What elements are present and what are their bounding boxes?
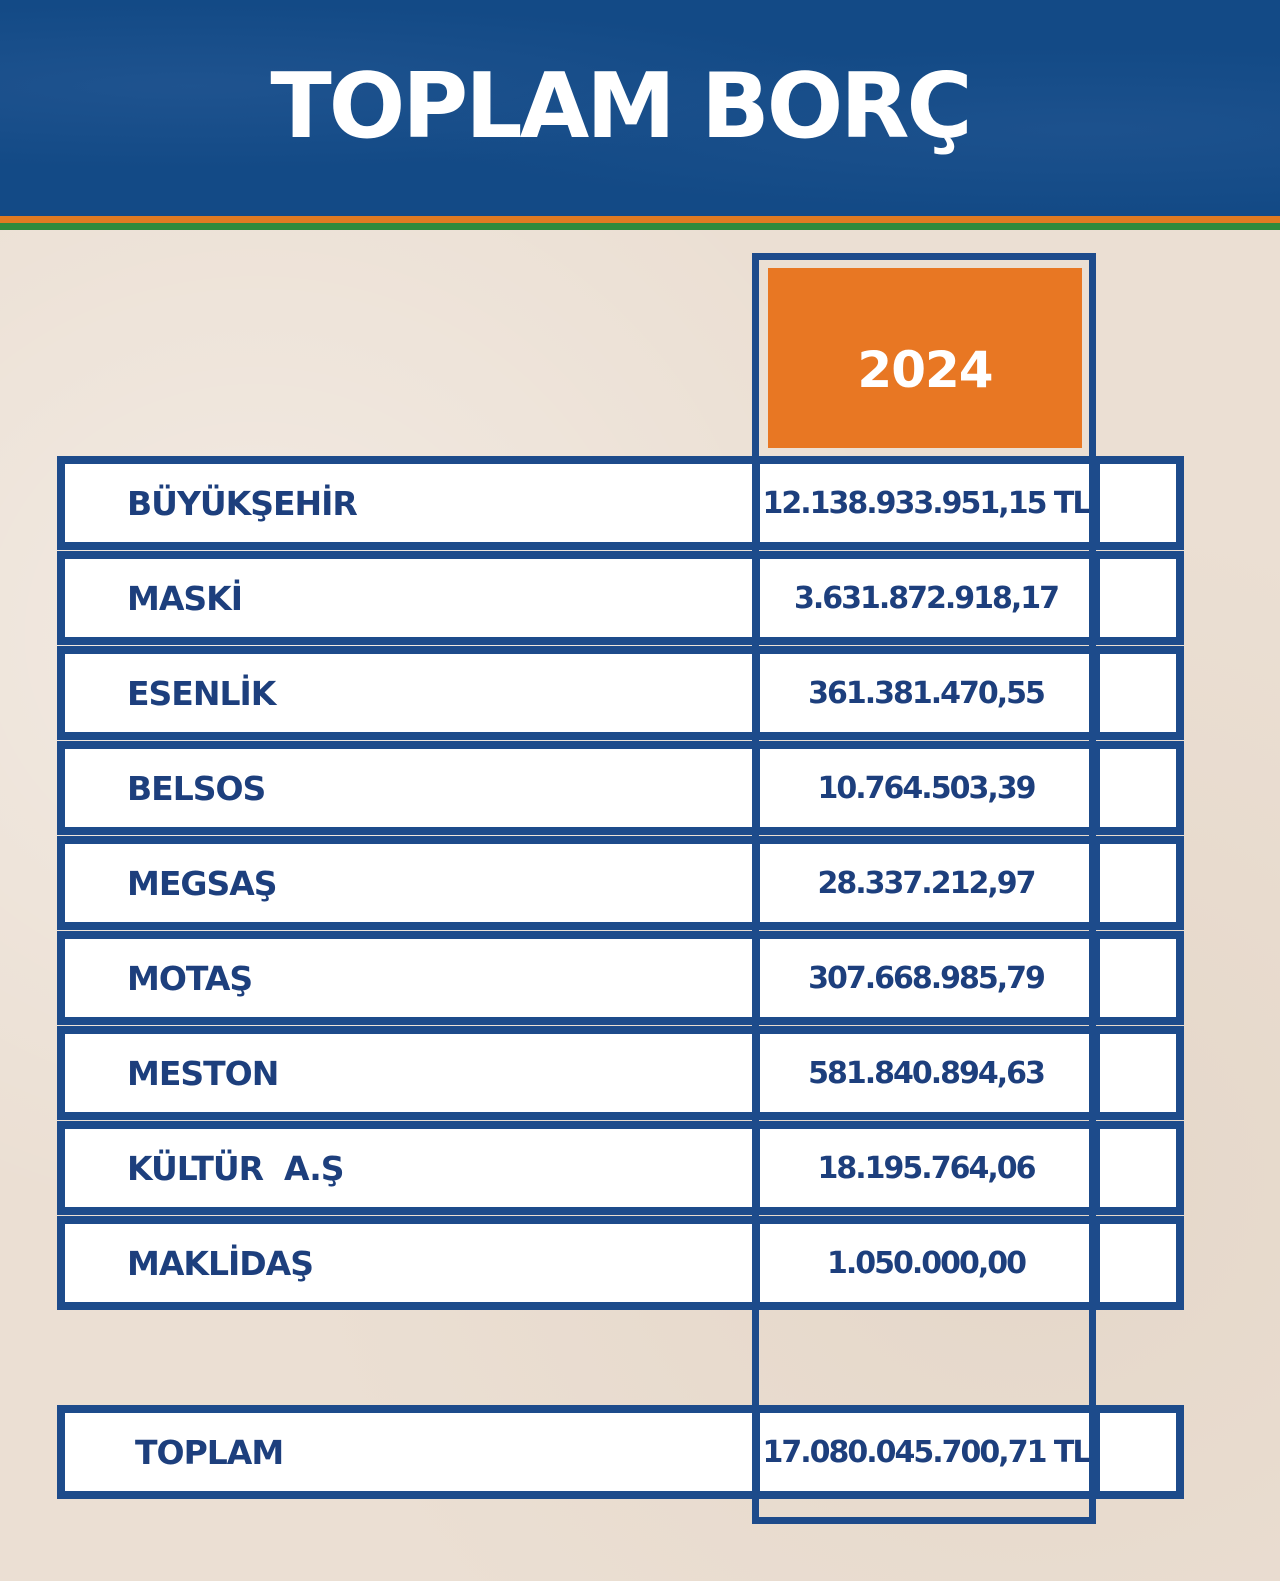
row-value: 18.195.764,06	[817, 1150, 1035, 1186]
row-name: BELSOS	[127, 768, 266, 808]
row-value: 1.050.000,00	[826, 1245, 1026, 1281]
row-name: MEGSAŞ	[127, 863, 277, 903]
orange-stripe	[0, 216, 1280, 223]
row-value: 581.840.894,63	[808, 1055, 1044, 1091]
row-value: 12.138.933.951,15 TL	[762, 485, 1090, 521]
row-name: MOTAŞ	[127, 958, 253, 998]
row-name: KÜLTÜR A.Ş	[127, 1148, 344, 1188]
row-value: 3.631.872.918,17	[793, 580, 1059, 616]
row-name: MAKLİDAŞ	[127, 1243, 313, 1283]
row-value: 361.381.470,55	[808, 675, 1044, 711]
header-banner	[0, 0, 1280, 216]
row-value: 28.337.212,97	[817, 865, 1035, 901]
row-value: 307.668.985,79	[808, 960, 1044, 996]
page-title: TOPLAM BORÇ	[270, 54, 970, 159]
row-name: MESTON	[127, 1053, 279, 1093]
row-name: BÜYÜKŞEHİR	[127, 483, 357, 523]
green-stripe	[0, 223, 1280, 230]
row-name: MASKİ	[127, 578, 242, 618]
year-label: 2024	[857, 341, 993, 399]
year-column-frame	[752, 253, 1096, 1524]
total-label: TOPLAM	[135, 1432, 284, 1472]
total-value: 17.080.045.700,71 TL	[762, 1434, 1090, 1470]
row-name: ESENLİK	[127, 673, 276, 713]
row-value: 10.764.503,39	[817, 770, 1035, 806]
